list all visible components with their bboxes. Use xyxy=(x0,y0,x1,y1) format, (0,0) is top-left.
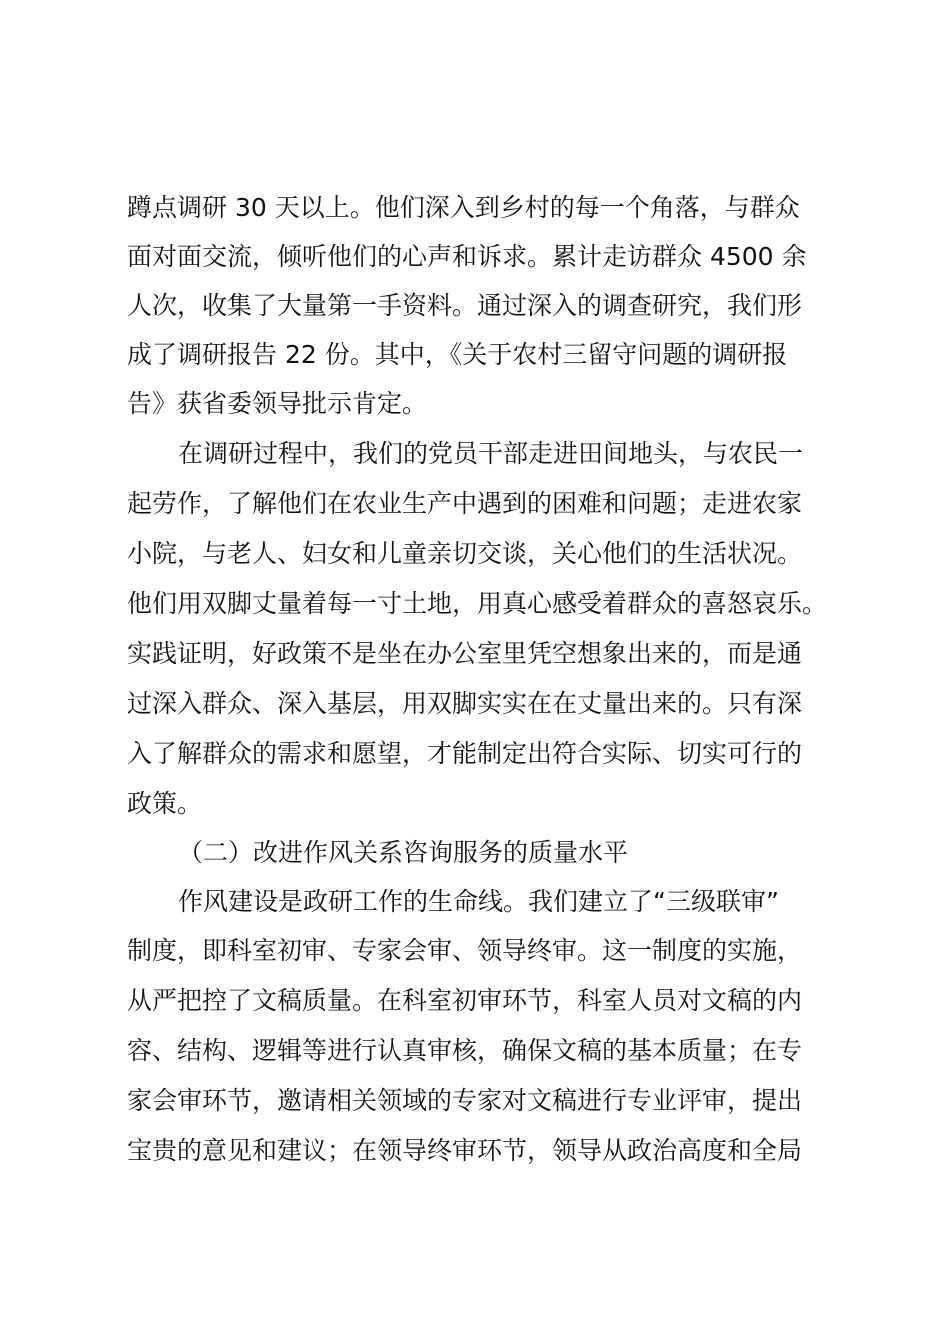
text-line-20: 宝贵的意见和建议；在领导终审环节，领导从政治高度和全局 xyxy=(127,1136,803,1165)
text-line-4: 成了调研报告 22 份。其中，《关于农村三留守问题的调研报 xyxy=(127,340,788,369)
text-line-6: 在调研过程中，我们的党员干部走进田间地头，与农民一 xyxy=(178,439,804,468)
text-line-7: 起劳作，了解他们在农业生产中遇到的困难和问题；走进农家 xyxy=(127,489,803,518)
text-line-13: 政策。 xyxy=(127,789,203,818)
text-line-11: 过深入群众、深入基层，用双脚实实在在丈量出来的。只有深 xyxy=(127,689,803,718)
text-line-17: 从严把控了文稿质量。在科室初审环节，科室人员对文稿的内 xyxy=(127,986,803,1015)
text-line-2: 面对面交流，倾听他们的心声和诉求。累计走访群众 4500 余 xyxy=(127,242,807,271)
text-line-8: 小院，与老人、妇女和儿童亲切交谈，关心他们的生活状况。 xyxy=(127,539,803,568)
text-line-18: 容、结构、逻辑等进行认真审核，确保文稿的基本质量；在专 xyxy=(127,1036,803,1065)
text-line-16: 制度，即科室初审、专家会审、领导终审。这一制度的实施， xyxy=(127,936,803,965)
text-line-5: 告》获省委领导批示肯定。 xyxy=(127,389,428,418)
text-line-15: 作风建设是政研工作的生命线。我们建立了“三级联审” xyxy=(178,887,779,916)
text-line-1: 蹲点调研 30 天以上。他们深入到乡村的每一个角落，与群众 xyxy=(127,193,800,222)
text-line-19: 家会审环节，邀请相关领域的专家对文稿进行专业评审，提出 xyxy=(127,1086,803,1115)
text-line-3: 人次，收集了大量第一手资料。通过深入的调查研究，我们形 xyxy=(127,291,803,320)
text-line-12: 入了解群众的需求和愿望，才能制定出符合实际、切实可行的 xyxy=(127,739,803,768)
text-line-9: 他们用双脚丈量着每一寸土地，用真心感受着群众的喜怒哀乐。 xyxy=(127,589,828,618)
text-line-10: 实践证明，好政策不是坐在办公室里凭空想象出来的，而是通 xyxy=(127,639,803,668)
section-heading: （二）改进作风关系咨询服务的质量水平 xyxy=(178,838,629,867)
